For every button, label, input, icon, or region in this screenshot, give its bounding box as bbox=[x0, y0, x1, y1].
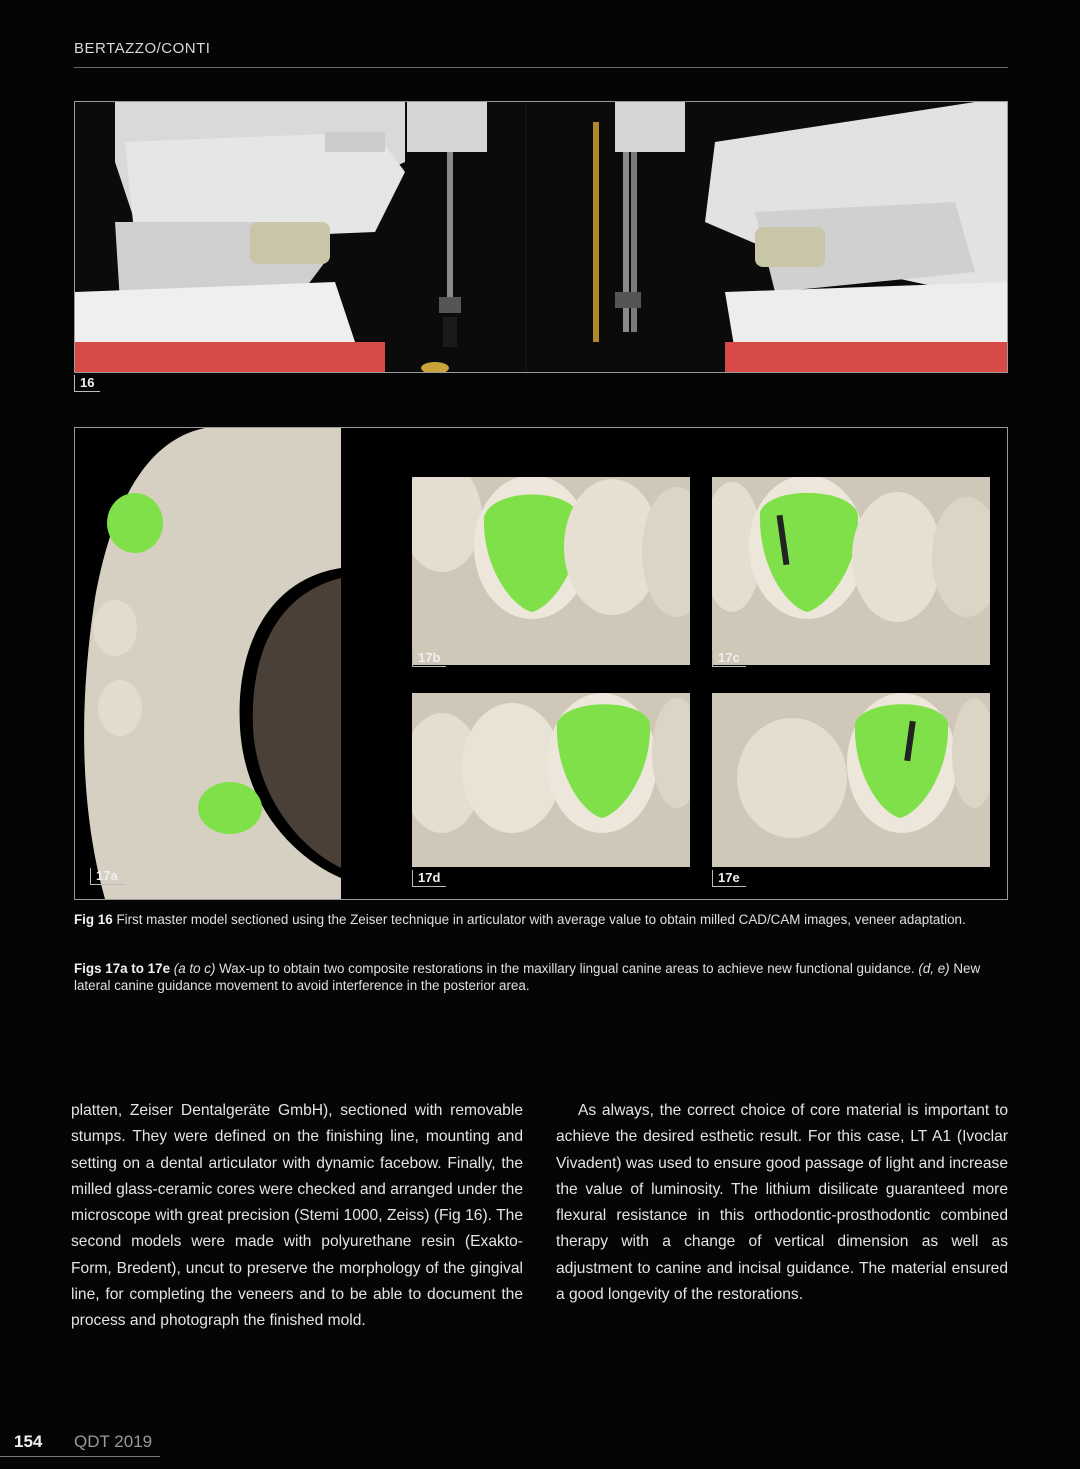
figure-17e-photo bbox=[712, 693, 990, 867]
header-rule bbox=[74, 67, 1008, 68]
figure-17d-panel bbox=[412, 693, 690, 867]
figure-17-caption-italic-2: (d, e) bbox=[918, 961, 950, 976]
figure-17-caption-lead: Figs 17a to 17e bbox=[74, 961, 171, 976]
figure-17e-panel bbox=[712, 693, 990, 867]
figure-17d-photo bbox=[412, 693, 690, 867]
figure-17 bbox=[74, 427, 1008, 900]
body-left-paragraph: platten, Zeiser Dentalgeräte GmbH), sectioned with removable stumps. They were defined on the finishing line, mounting and setting on a dental articulator with dynamic facebow. Finally, the milled glass-ceramic cores were checked and arranged under the microscope with great precision (Stemi 1000, Zeiss) (Fig 16). The second models were made with polyurethane resin (Exakto-Form, Bredent), uncut to preserve the morphology of the gingival line, for completing the veneers and to be able to document the process and photograph the finished mold. bbox=[71, 1102, 523, 1330]
figure-17b-panel bbox=[412, 477, 690, 665]
figure-16-photo bbox=[75, 102, 1007, 372]
figure-17a-label: 17a bbox=[90, 868, 124, 885]
body-right-paragraph: As always, the correct choice of core material is important to achieve the desired esthetic result. For this case, LT A1 (Ivoclar Vivadent) was used to ensure good passage of light and increase the value of luminosity. The lithium disilicate guaranteed more flexural resistance in this orthodontic-prosthodontic combined therapy with a change of vertical dimension as well as adjustment to canine and incisal guidance. The material ensured a good longevity of the restorations. bbox=[556, 1102, 1008, 1304]
figure-17c-panel bbox=[712, 477, 990, 665]
figure-16-caption bbox=[74, 911, 1008, 928]
figure-17c-photo bbox=[712, 477, 990, 665]
figure-17a-photo bbox=[75, 428, 341, 899]
running-head: BERTAZZO/CONTI bbox=[74, 40, 211, 57]
figure-17-caption-italic-1: (a to c) bbox=[173, 961, 216, 976]
figure-17-caption-text-2: New lateral canine guidance movement to avoid interference in the posterior area. bbox=[74, 961, 981, 993]
body-left-column bbox=[71, 1098, 523, 1335]
figure-16-caption-lead: Fig 16 bbox=[74, 912, 113, 927]
journal-name: QDT 2019 bbox=[74, 1432, 153, 1451]
footer-rule bbox=[0, 1456, 160, 1457]
figure-17b-label: 17b bbox=[412, 650, 446, 667]
figure-17-caption bbox=[74, 960, 1008, 994]
figure-17d-label: 17d bbox=[412, 870, 446, 887]
figure-16-label: 16 bbox=[74, 375, 100, 392]
figure-16 bbox=[74, 101, 1008, 373]
figure-17b-photo bbox=[412, 477, 690, 665]
page-number: 154 bbox=[14, 1432, 43, 1451]
figure-17c-label: 17c bbox=[712, 650, 746, 667]
figure-17a-panel bbox=[75, 428, 341, 899]
figure-17e-label: 17e bbox=[712, 870, 746, 887]
figure-17-caption-text-1: Wax-up to obtain two composite restorations in the maxillary lingual canine areas to achieve new functional guidance. bbox=[219, 961, 915, 976]
figure-16-caption-text: First master model sectioned using the Zeiser technique in articulator with average value to obtain milled CAD/CAM images, veneer adaptation. bbox=[116, 912, 966, 927]
body-right-column bbox=[556, 1098, 1008, 1308]
